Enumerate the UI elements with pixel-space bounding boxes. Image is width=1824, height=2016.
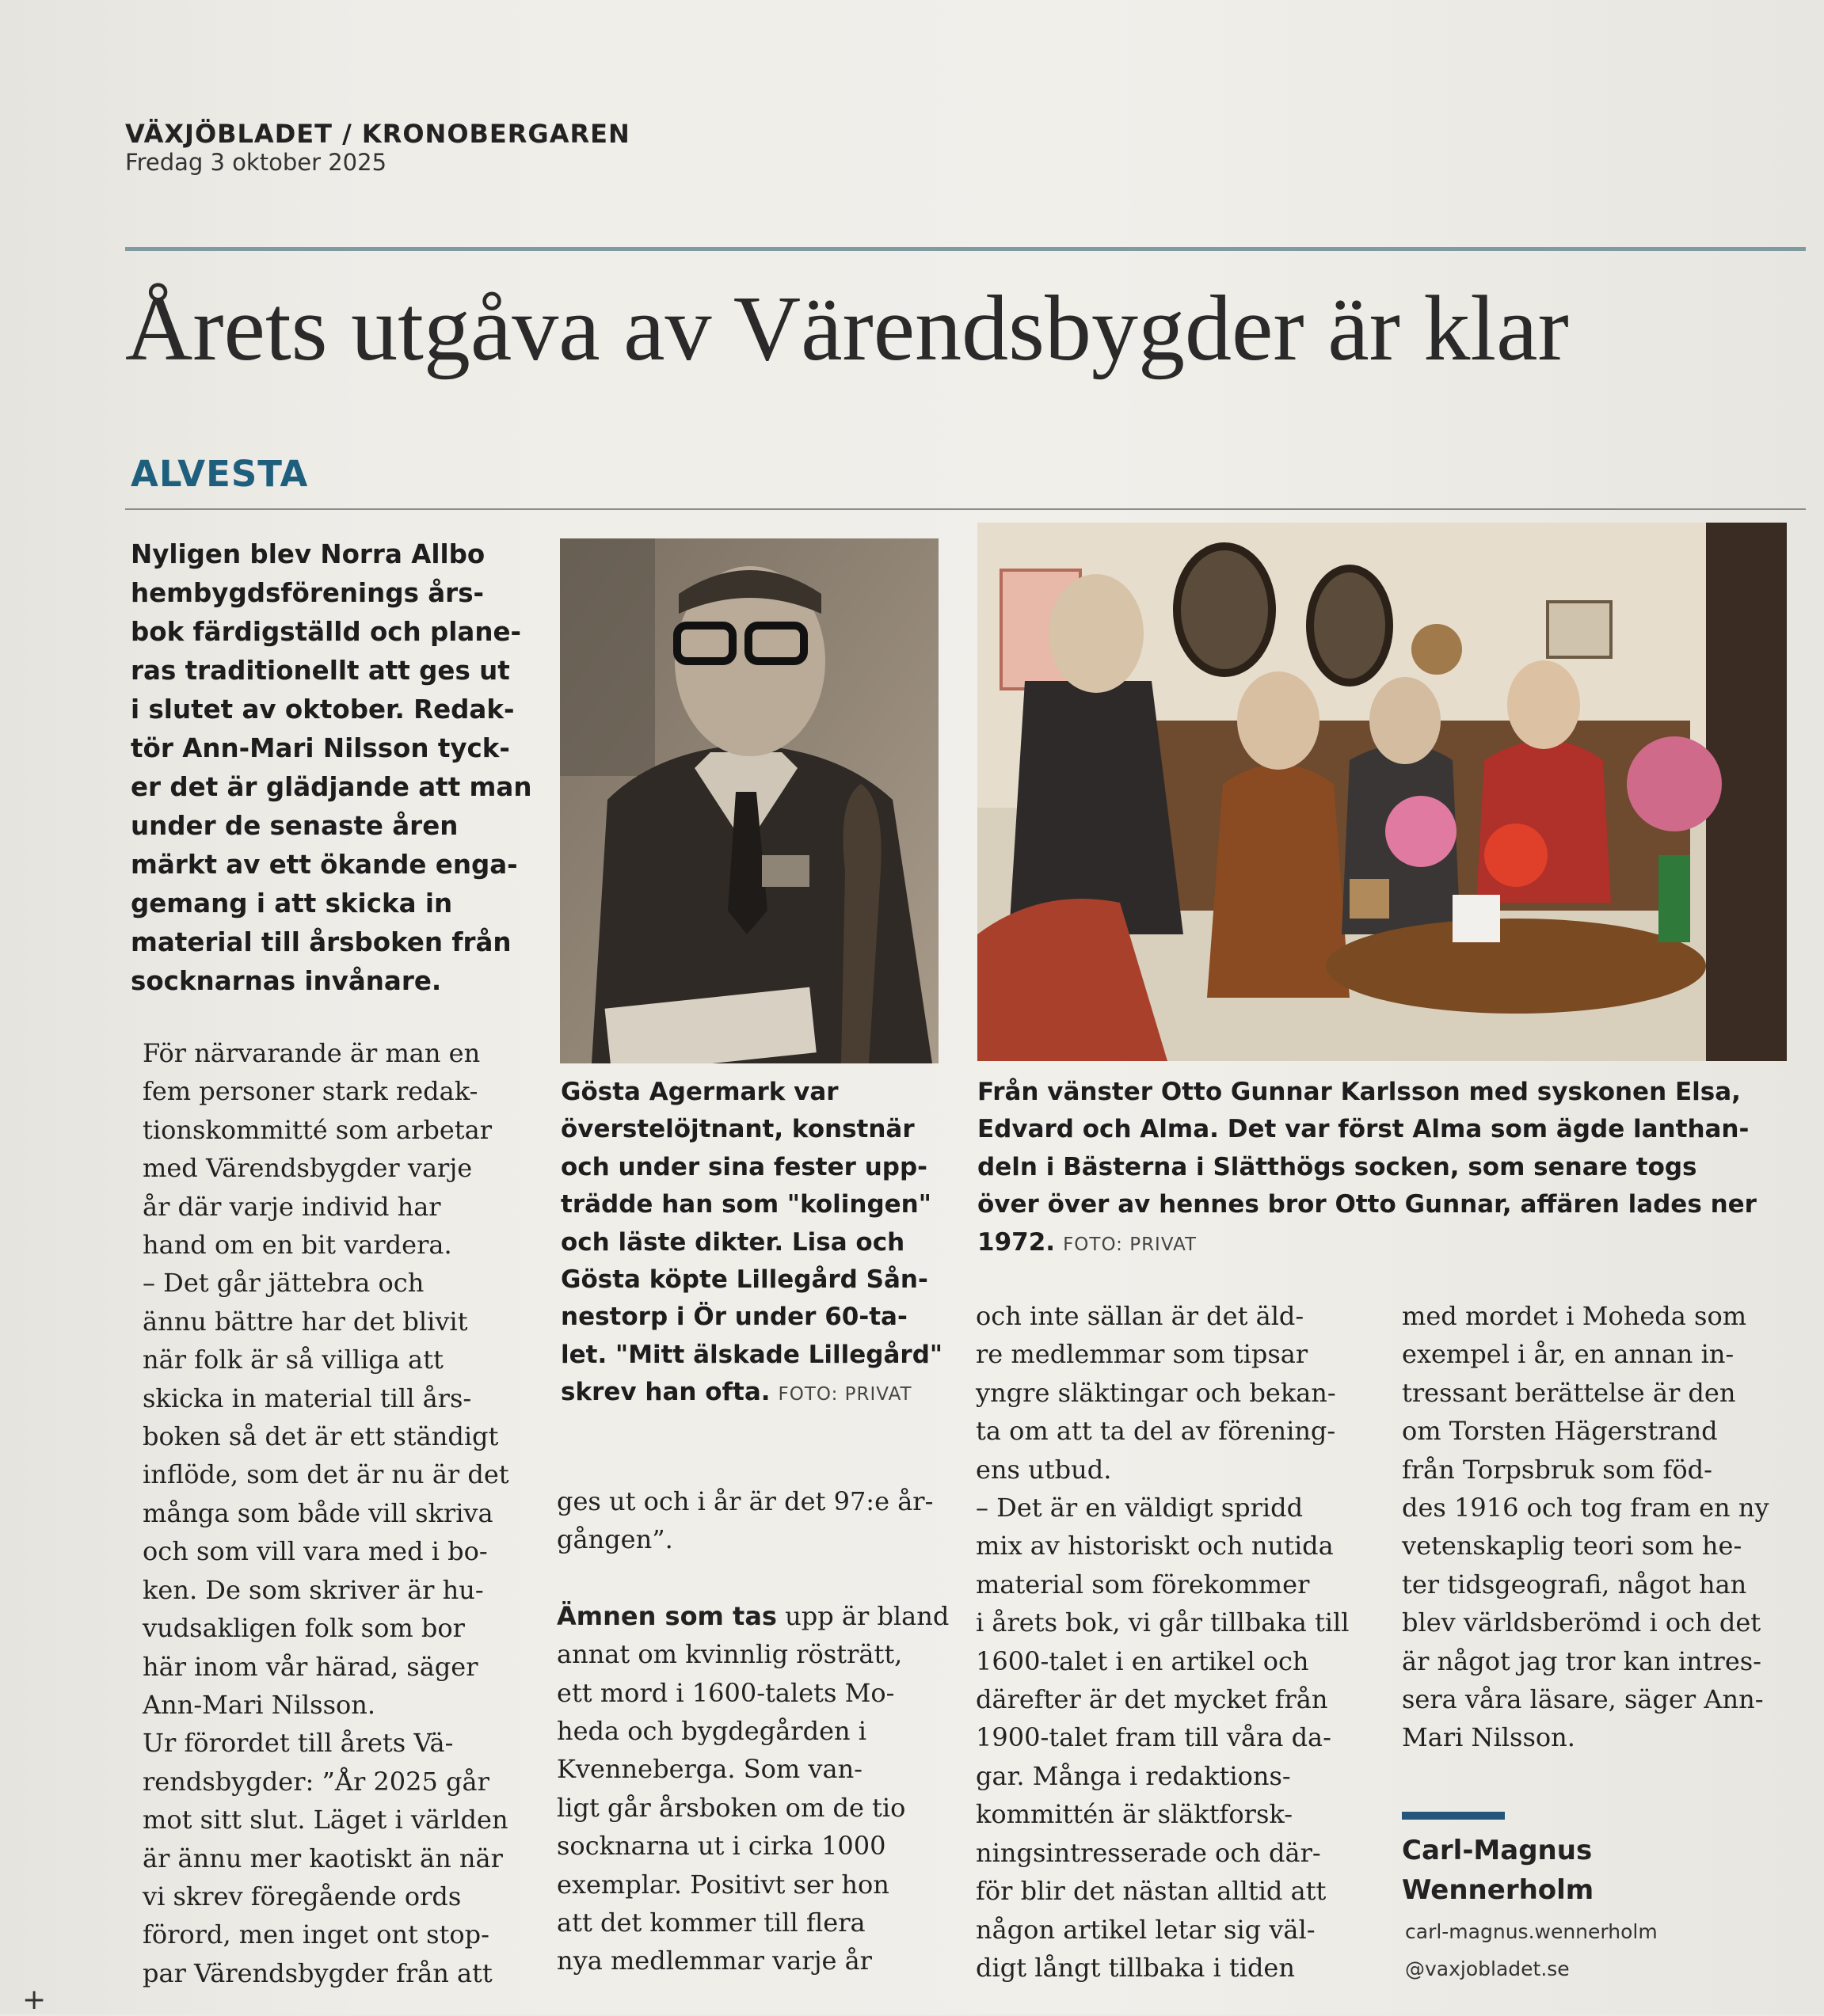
column-4 xyxy=(1402,1297,1798,1757)
text-line: par Värendsbygder från att xyxy=(143,1957,493,1988)
text-line: digt långt tillbaka i tiden xyxy=(976,1952,1295,1983)
text-line: är ännu mer kaotiskt än när xyxy=(143,1843,503,1873)
text-line: vudsakligen folk som bor xyxy=(143,1613,465,1644)
text-line: yngre släktingar och bekan- xyxy=(976,1377,1336,1408)
text-line: bok färdigställd och plane- xyxy=(131,617,522,647)
text-line: gar. Många i redaktions- xyxy=(976,1760,1291,1791)
text-line: vi skrev föregående ords xyxy=(143,1881,462,1911)
column-2-subhead-line xyxy=(557,1597,950,1635)
text-line: socknarnas invånare. xyxy=(131,966,442,996)
section-label: ALVESTA xyxy=(131,453,309,495)
photo-gosta-agermark xyxy=(560,538,939,1063)
text-line: någon artikel letar sig väl- xyxy=(976,1914,1316,1945)
text-line: exempel i år, en annan in- xyxy=(1402,1339,1735,1370)
photo-karlsson-siblings xyxy=(977,523,1787,1061)
caption-line: över över av hennes bror Otto Gunnar, affären lades ner xyxy=(977,1190,1757,1219)
text-line: under de senaste åren xyxy=(131,811,459,841)
text-line: tör Ann-Mari Nilsson tyck- xyxy=(131,733,510,763)
text-line: här inom vår härad, säger xyxy=(143,1651,478,1682)
text-line: er det är glädjande att man xyxy=(131,772,532,802)
byline-site: @vaxjobladet.se xyxy=(1405,1957,1570,1980)
crop-mark-icon: + xyxy=(22,1984,47,2016)
text-line: des 1916 och tog fram en ny xyxy=(1402,1493,1769,1523)
text-line: ras traditionellt att ges ut xyxy=(131,656,510,686)
headline: Årets utgåva av Värendsbygder är klar xyxy=(125,276,1569,380)
text-line: är något jag tror kan intres- xyxy=(1402,1645,1761,1676)
text-line: år där varje individ har xyxy=(143,1191,441,1222)
ingress xyxy=(131,535,535,1001)
text-line: ett mord i 1600-talets Mo- xyxy=(557,1677,895,1708)
dateline: Fredag 3 oktober 2025 xyxy=(125,149,387,176)
byline-first: Carl-Magnus xyxy=(1402,1835,1593,1866)
text-line: heda och bygdegården i xyxy=(557,1716,867,1747)
caption-line: trädde han som "kolingen" xyxy=(561,1190,931,1219)
text-line: material som förekommer xyxy=(976,1569,1310,1599)
text-line: tionskommitté som arbetar xyxy=(143,1114,493,1145)
text-line: Nyligen blev Norra Allbo xyxy=(131,539,486,569)
text-line: material till årsboken från xyxy=(131,927,512,957)
caption-last-line xyxy=(561,1374,942,1413)
text-line: mot sitt slut. Läget i världen xyxy=(143,1805,508,1835)
caption-line: och under sina fester upp- xyxy=(561,1152,928,1181)
caption-last-text: 1972. xyxy=(977,1227,1056,1257)
subhead-rest: upp är bland xyxy=(776,1600,950,1631)
byline-email: carl-magnus.wennerholm xyxy=(1405,1920,1658,1943)
caption-line: överstelöjtnant, konstnär xyxy=(561,1115,915,1144)
caption-line: let. "Mitt älskade Lillegård" xyxy=(561,1340,943,1369)
top-rule xyxy=(125,247,1806,251)
text-line: fem personer stark redak- xyxy=(143,1076,478,1107)
masthead: VÄXJÖBLADET / KRONOBERGAREN xyxy=(125,119,630,149)
text-line: gången”. xyxy=(557,1524,673,1555)
byline-bar xyxy=(1402,1812,1505,1820)
text-line: och inte sällan är det äld- xyxy=(976,1301,1304,1331)
text-line: gemang i att skicka in xyxy=(131,888,453,919)
text-line: blev världsberömd i och det xyxy=(1402,1607,1761,1638)
text-line: för blir det nästan alltid att xyxy=(976,1876,1327,1907)
section-rule xyxy=(125,508,1806,510)
caption-last-text: skrev han ofta. xyxy=(561,1378,771,1407)
text-line: re medlemmar som tipsar xyxy=(976,1339,1308,1370)
text-line: nya medlemmar varje år xyxy=(557,1946,872,1976)
text-line: annat om kvinnlig rösträtt, xyxy=(557,1639,903,1670)
text-line: Mari Nilsson. xyxy=(1402,1722,1575,1753)
subhead: Ämnen som tas xyxy=(557,1600,777,1631)
text-line: sera våra läsare, säger Ann- xyxy=(1402,1684,1764,1715)
text-line: hembygdsförenings års- xyxy=(131,578,485,608)
text-line: kommittén är släktforsk- xyxy=(976,1799,1293,1830)
text-line: ligt går årsboken om de tio xyxy=(557,1792,906,1823)
caption-line: och läste dikter. Lisa och xyxy=(561,1227,905,1257)
column-1 xyxy=(143,1034,523,1992)
text-line: mix av historiskt och nutida xyxy=(976,1531,1334,1561)
column-2-part-a xyxy=(557,1482,937,1559)
text-line: 1900-talet fram till våra da- xyxy=(976,1722,1331,1753)
photo-caption-1 xyxy=(561,1074,942,1414)
text-line: inflöde, som det är nu är det xyxy=(143,1459,509,1490)
text-line: För närvarande är man en xyxy=(143,1038,481,1068)
photo-credit: FOTO: PRIVAT xyxy=(778,1384,912,1405)
text-line: skicka in material till års- xyxy=(143,1383,472,1413)
text-line: många som både vill skriva xyxy=(143,1497,493,1528)
caption-last-line xyxy=(977,1224,1757,1264)
text-line: ter tidsgeografi, något han xyxy=(1402,1569,1747,1599)
text-line: Kvenneberga. Som van- xyxy=(557,1754,862,1785)
caption-line: Gösta köpte Lillegård Sån- xyxy=(561,1265,928,1295)
text-line: med mordet i Moheda som xyxy=(1402,1301,1747,1331)
byline-last: Wennerholm xyxy=(1402,1874,1594,1906)
text-line: ken. De som skriver är hu- xyxy=(143,1574,484,1605)
caption-line: nestorp i Ör under 60-ta- xyxy=(561,1303,908,1332)
column-3 xyxy=(976,1297,1356,1987)
caption-line: Gösta Agermark var xyxy=(561,1078,839,1106)
text-line: hand om en bit vardera. xyxy=(143,1230,452,1261)
text-line: 1600-talet i en artikel och xyxy=(976,1645,1309,1676)
text-line: rendsbygder: ”År 2025 går xyxy=(143,1766,489,1797)
text-line: – Det går jättebra och xyxy=(143,1268,425,1299)
text-line: vetenskaplig teori som he- xyxy=(1402,1531,1742,1561)
caption-line: Edvard och Alma. Det var först Alma som ägde lanthan- xyxy=(977,1115,1750,1144)
text-line: ta om att ta del av förening- xyxy=(976,1416,1336,1447)
text-line: i årets bok, vi går tillbaka till xyxy=(976,1607,1350,1638)
photo-caption-2 xyxy=(977,1074,1757,1264)
text-line: ningsintresserade och där- xyxy=(976,1837,1321,1868)
text-line: märkt av ett ökande enga- xyxy=(131,850,518,880)
text-line: därefter är det mycket från xyxy=(976,1684,1328,1715)
text-line: ännu bättre har det blivit xyxy=(143,1306,468,1337)
text-line: när folk är så villiga att xyxy=(143,1345,444,1375)
byline-name xyxy=(1402,1831,1594,1910)
column-2-part-b xyxy=(557,1635,937,1980)
text-line: ges ut och i år är det 97:e år- xyxy=(557,1486,934,1516)
text-line: från Torpsbruk som föd- xyxy=(1402,1454,1712,1485)
text-line: boken så det är ett ständigt xyxy=(143,1421,499,1452)
text-line: förord, men inget ont stop- xyxy=(143,1919,489,1950)
portrait-photo xyxy=(560,538,939,1063)
family-photo xyxy=(977,523,1787,1061)
text-line: i slutet av oktober. Redak- xyxy=(131,694,515,725)
text-line: socknarna ut i cirka 1000 xyxy=(557,1831,886,1862)
column-2 xyxy=(557,1482,950,1980)
text-line: att det kommer till flera xyxy=(557,1908,866,1938)
text-line: Ann-Mari Nilsson. xyxy=(143,1689,376,1720)
text-line: exemplar. Positivt ser hon xyxy=(557,1869,889,1900)
text-line: med Värendsbygder varje xyxy=(143,1153,473,1184)
photo-credit: FOTO: PRIVAT xyxy=(1063,1234,1198,1255)
caption-line: deln i Bästerna i Slätthögs socken, som senare togs xyxy=(977,1152,1697,1181)
text-line: om Torsten Hägerstrand xyxy=(1402,1416,1718,1447)
caption-line: Från vänster Otto Gunnar Karlsson med syskonen Elsa, xyxy=(977,1078,1741,1106)
text-line: Ur förordet till årets Vä- xyxy=(143,1728,454,1759)
text-line: och som vill vara med i bo- xyxy=(143,1536,488,1567)
text-line: – Det är en väldigt spridd xyxy=(976,1493,1304,1523)
text-line: ens utbud. xyxy=(976,1454,1112,1485)
text-line: tressant berättelse är den xyxy=(1402,1377,1736,1408)
